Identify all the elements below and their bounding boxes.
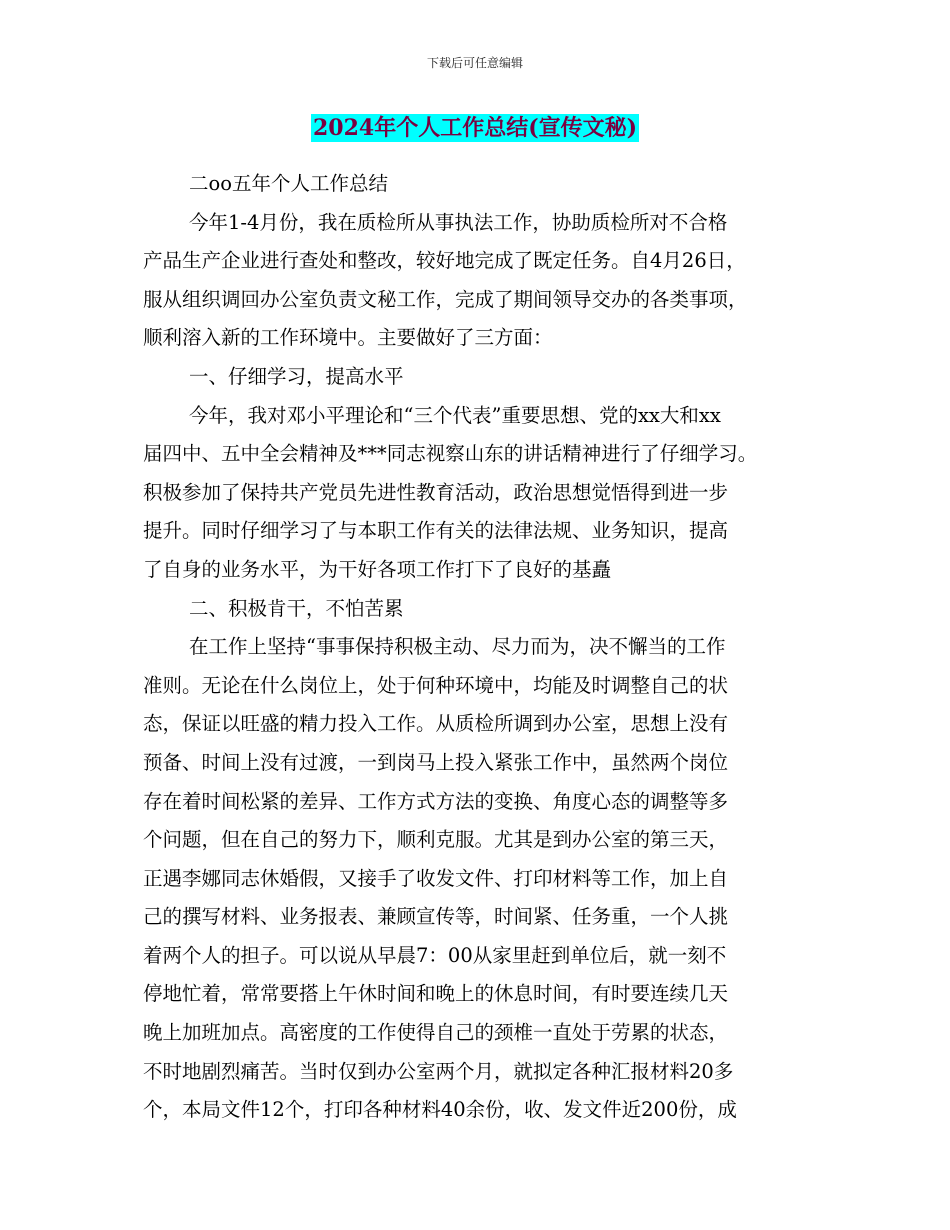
page-header-note: 下载后可任意编辑 <box>426 56 523 70</box>
text-line: 着两个人的担子。可以说从早晨7：00从家里赶到单位后，就一刻不 <box>143 943 727 967</box>
text-line: 个问题，但在自己的努力下，顺利克服。尤其是到办公室的第三天， <box>143 828 729 852</box>
document-body <box>143 165 833 1130</box>
text-line: 不时地剧烈痛苦。当时仅到办公室两个月，就拟定各种汇报材料20多 <box>143 1059 734 1083</box>
text-line: 态，保证以旺盛的精力投入工作。从质检所调到办公室，思想上没有 <box>143 712 729 736</box>
text-line: 存在着时间松紧的差异、工作方式方法的变换、角度心态的调整等多 <box>143 789 729 813</box>
document-title: 2024年个人工作总结(宣传文秘) <box>312 115 638 141</box>
text-line: 晚上加班加点。高密度的工作使得自己的颈椎一直处于劳累的状态， <box>143 1021 729 1045</box>
text-line: 积极参加了保持共产党员先进性教育活动，政治思想觉悟得到进一步 <box>143 480 729 504</box>
text-line: 在工作上坚持“事事保持积极主动、尽力而为，决不懈当的工作 <box>189 635 726 659</box>
text-line: 正遇李娜同志休婚假，又接手了收发文件、打印材料等工作，加上自 <box>143 866 729 890</box>
title-container <box>0 114 950 142</box>
text-line: 停地忙着，常常要搭上午休时间和晚上的休息时间，有时要连续几天 <box>143 982 729 1006</box>
text-line: 个，本局文件12个，打印各种材料40余份，收、发文件近200份，成 <box>143 1098 737 1122</box>
text-line: 二oo五年个人工作总结 <box>189 172 388 195</box>
text-line: 产品生产企业进行查处和整改，较好地完成了既定任务。自4月26日， <box>143 249 746 273</box>
text-line: 今年1-4月份，我在质检所从事执法工作，协助质检所对不合格 <box>189 210 728 234</box>
text-line: 一、仔细学习，提高水平 <box>189 364 404 388</box>
text-line: 顺利溶入新的工作环境中。主要做好了三方面： <box>143 326 553 350</box>
text-line: 准则。无论在什么岗位上，处于何种环境中，均能及时调整自己的状 <box>143 673 729 697</box>
text-line: 服从组织调回办公室负责文秘工作，完成了期间领导交办的各类事项， <box>143 287 748 311</box>
text-line: 己的撰写材料、业务报表、兼顾宣传等，时间紧、任务重，一个人挑 <box>143 905 729 929</box>
text-line: 二、积极肯干，不怕苦累 <box>189 596 404 620</box>
text-line: 了自身的业务水平，为干好各项工作打下了良好的基矗 <box>143 557 612 581</box>
text-line: 预备、时间上没有过渡，一到岗马上投入紧张工作中，虽然两个岗位 <box>143 750 729 774</box>
text-line: 今年，我对邓小平理论和“三个代表”重要思想、党的xx大和xx <box>189 403 721 427</box>
text-line: 届四中、五中全会精神及***同志视察山东的讲话精神进行了仔细学习。 <box>143 442 758 466</box>
text-line: 提升。同时仔细学习了与本职工作有关的法律法规、业务知识，提高 <box>143 519 729 543</box>
